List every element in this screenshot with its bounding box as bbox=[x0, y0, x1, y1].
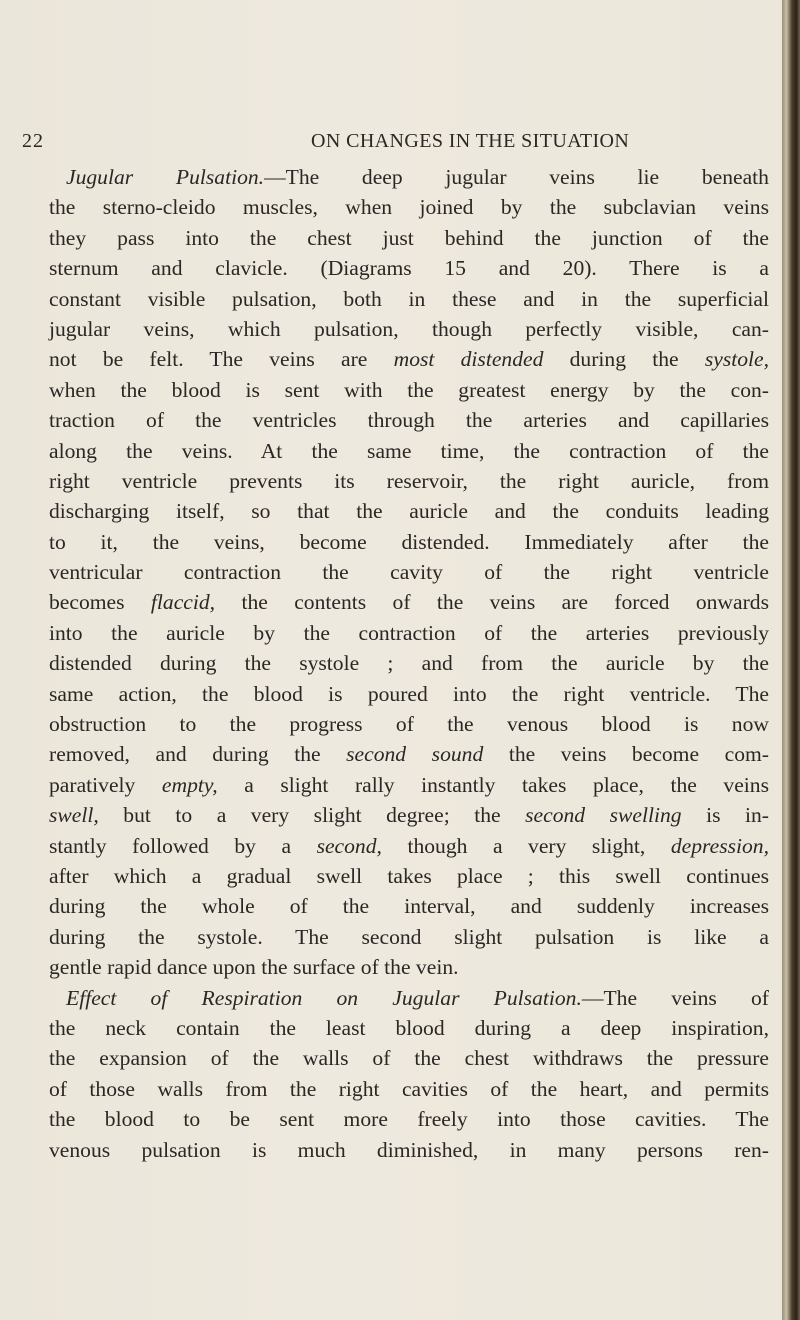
text-span: of those walls from the right cavities of the heart, and permits bbox=[49, 1076, 769, 1101]
text-span: the contents of the veins are forced onwards bbox=[215, 590, 769, 615]
italic-text: second swelling bbox=[525, 803, 682, 828]
italic-text: depression, bbox=[670, 833, 769, 858]
text-line bbox=[49, 527, 769, 557]
text-span: the neck contain the least blood during a deep inspiration, bbox=[49, 1015, 769, 1040]
text-line bbox=[49, 1135, 769, 1165]
text-span: a slight rally instantly takes place, the veins bbox=[217, 772, 769, 797]
text-span: they pass into the chest just behind the junction of the bbox=[49, 225, 769, 250]
text-span: during the bbox=[543, 347, 705, 372]
text-span: —The deep jugular veins lie beneath bbox=[264, 165, 769, 189]
page-binding-edge bbox=[782, 0, 800, 1320]
text-line bbox=[49, 1043, 769, 1073]
text-span: after which a gradual swell takes place ; this swell continues bbox=[49, 863, 769, 888]
text-span: to it, the veins, become distended. Immediately after the bbox=[49, 529, 769, 554]
text-line bbox=[49, 192, 769, 222]
text-line bbox=[49, 284, 769, 314]
text-span: becomes bbox=[49, 590, 151, 615]
text-line bbox=[49, 496, 769, 526]
text-span: same action, the blood is poured into the right ventricle. The bbox=[49, 681, 769, 706]
text-line bbox=[49, 891, 769, 921]
italic-text: second, bbox=[316, 833, 382, 858]
text-line bbox=[49, 314, 769, 344]
text-line bbox=[49, 344, 769, 374]
text-line bbox=[49, 253, 769, 283]
text-span: ventricular contraction the cavity of the right ventricle bbox=[49, 560, 769, 585]
text-span: paratively bbox=[49, 772, 162, 797]
text-span: into the auricle by the contraction of the arteries previously bbox=[49, 620, 769, 645]
text-span: is in- bbox=[681, 803, 769, 828]
text-span: obstruction to the progress of the venous blood is now bbox=[49, 712, 769, 737]
text-span: during the systole. The second slight pulsation is like a bbox=[49, 924, 769, 949]
text-line bbox=[49, 831, 769, 861]
italic-text: second sound bbox=[346, 742, 484, 767]
text-span: discharging itself, so that the auricle and the conduits leading bbox=[49, 499, 769, 524]
text-line bbox=[49, 162, 769, 192]
text-span: distended during the systole ; and from the auricle by the bbox=[49, 651, 769, 676]
text-line bbox=[49, 223, 769, 253]
text-span: right ventricle prevents its reservoir, the right auricle, from bbox=[49, 468, 769, 493]
italic-text: flaccid, bbox=[150, 590, 216, 615]
text-line bbox=[49, 1013, 769, 1043]
italic-text: systole, bbox=[704, 347, 769, 372]
text-span: when the blood is sent with the greatest energy by the con- bbox=[49, 377, 769, 402]
text-line bbox=[49, 709, 769, 739]
text-span: not be felt. The veins are bbox=[49, 347, 394, 372]
text-span: constant visible pulsation, both in these and in the superficial bbox=[49, 286, 769, 311]
text-line bbox=[49, 861, 769, 891]
text-span: jugular veins, which pulsation, though perfectly visible, can- bbox=[49, 316, 769, 341]
text-span: sternum and clavicle. (Diagrams 15 and 20). There is a bbox=[49, 256, 769, 281]
text-span: traction of the ventricles through the arteries and capillaries bbox=[49, 408, 769, 433]
text-line bbox=[49, 587, 769, 617]
text-line bbox=[49, 557, 769, 587]
text-line bbox=[49, 436, 769, 466]
text-line bbox=[49, 739, 769, 769]
page-header bbox=[22, 130, 782, 160]
text-line bbox=[49, 679, 769, 709]
text-line bbox=[49, 648, 769, 678]
italic-text: most distended bbox=[393, 347, 544, 372]
italic-text: Jugular Pulsation. bbox=[66, 165, 265, 189]
running-head: ON CHANGES IN THE SITUATION bbox=[311, 130, 630, 152]
text-line bbox=[49, 922, 769, 952]
text-line bbox=[49, 800, 769, 830]
text-line bbox=[49, 618, 769, 648]
text-line bbox=[49, 1074, 769, 1104]
text-line bbox=[49, 405, 769, 435]
text-span: but to a very slight degree; the bbox=[98, 803, 526, 828]
text-span: —The veins of bbox=[581, 985, 769, 1010]
page-number: 22 bbox=[22, 130, 44, 152]
text-line bbox=[49, 952, 769, 982]
text-line bbox=[49, 770, 769, 800]
text-line bbox=[49, 466, 769, 496]
text-line bbox=[49, 1104, 769, 1134]
text-span: the expansion of the walls of the chest withdraws the pressure bbox=[49, 1046, 769, 1071]
text-span: gentle rapid dance upon the surface of the vein. bbox=[49, 955, 459, 980]
body-text bbox=[49, 162, 769, 1165]
text-line bbox=[49, 983, 769, 1013]
text-span: the sterno-cleido muscles, when joined by the subclavian veins bbox=[49, 195, 769, 220]
italic-text: empty, bbox=[161, 772, 218, 797]
text-span: removed, and during the bbox=[49, 742, 347, 767]
text-line bbox=[49, 375, 769, 405]
text-span: though a very slight, bbox=[381, 833, 671, 858]
text-span: during the whole of the interval, and suddenly increases bbox=[49, 894, 769, 919]
text-span: stantly followed by a bbox=[49, 833, 317, 858]
text-span: the blood to be sent more freely into those cavities. The bbox=[49, 1107, 769, 1132]
text-span: venous pulsation is much diminished, in many persons ren- bbox=[49, 1137, 769, 1162]
text-span: along the veins. At the same time, the contraction of the bbox=[49, 438, 769, 463]
italic-text: swell, bbox=[49, 803, 99, 828]
text-span: the veins become com- bbox=[483, 742, 769, 767]
italic-text: Effect of Respiration on Jugular Pulsation. bbox=[66, 985, 582, 1010]
